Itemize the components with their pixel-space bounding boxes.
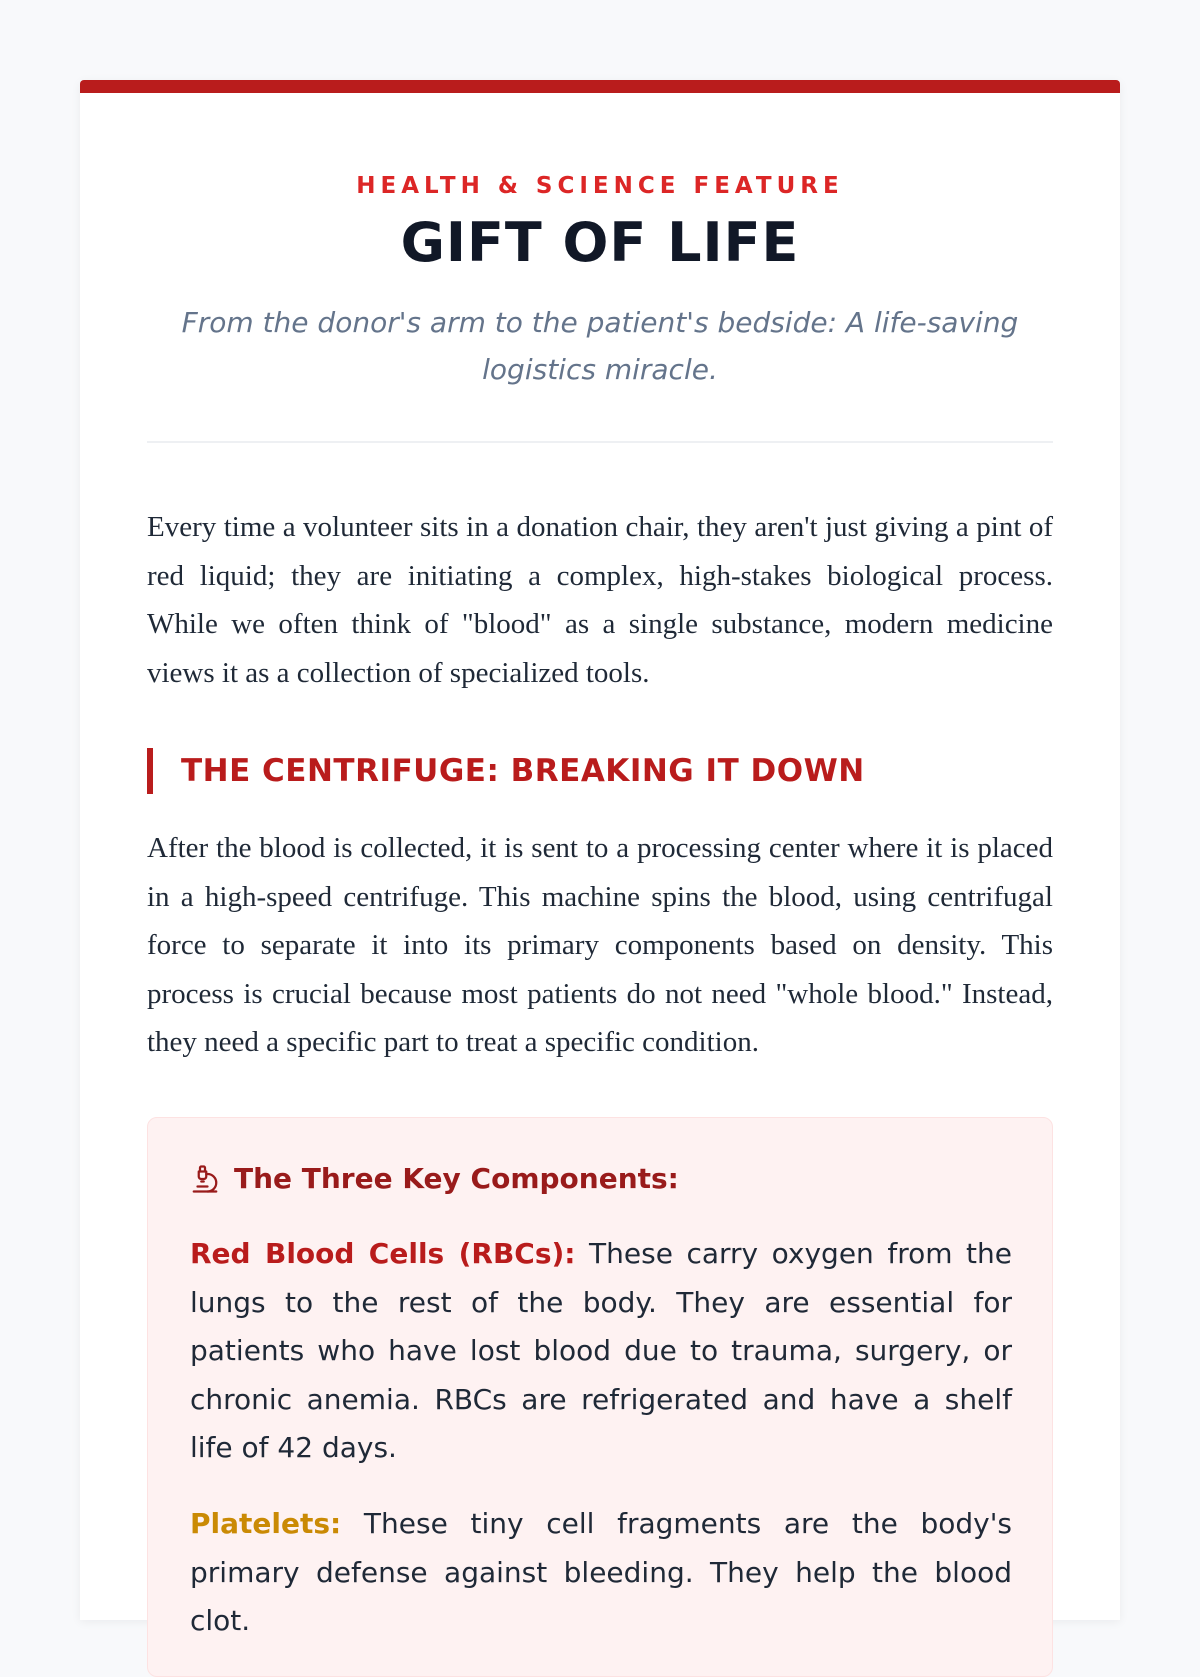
component-item: [190, 1500, 1012, 1646]
section-paragraph: After the blood is collected, it is sent to a processing center where it is placed in a high-speed centrifuge. This machine spins the blood, using centrifugal force to separate it into its primary components based on density. This process is crucial because most patients do not need "whole blood." Instead, they need a specific part to treat a specific condition.: [147, 832, 1053, 1058]
article-subtitle: From the donor's arm to the patient's bedside: A life-saving logistics miracle.: [181, 306, 1019, 386]
components-callout: [147, 1117, 1053, 1677]
callout-heading: The Three Key Components:: [234, 1162, 679, 1195]
microscope-icon: [190, 1164, 220, 1194]
component-item: [190, 1230, 1012, 1473]
section-heading: THE CENTRIFUGE: BREAKING IT DOWN: [147, 748, 1053, 794]
component-term: Platelets:: [190, 1507, 342, 1540]
component-description: These tiny cell fragments are the body's primary defense against bleeding. They help the blood clot.: [190, 1507, 1012, 1637]
article-card: [80, 80, 1120, 1637]
callout-heading-row: [190, 1162, 679, 1195]
component-term: Red Blood Cells (RBCs):: [190, 1237, 576, 1270]
header-divider: [147, 441, 1053, 443]
article-kicker: HEALTH & SCIENCE FEATURE: [356, 173, 844, 199]
intro-paragraph: Every time a volunteer sits in a donation chair, they aren't just giving a pint of red liquid; they are initiating a complex, high-stakes biological process. While we often think of "blood" as a single substance, modern medicine views it as a collection of specialized tools.: [147, 511, 1053, 689]
component-description: These carry oxygen from the lungs to the rest of the body. They are essential for patients who have lost blood due to trauma, surgery, or chronic anemia. RBCs are refrigerated and have a shelf life of 42 days.: [190, 1237, 1012, 1464]
article-title: GIFT OF LIFE: [400, 211, 800, 274]
